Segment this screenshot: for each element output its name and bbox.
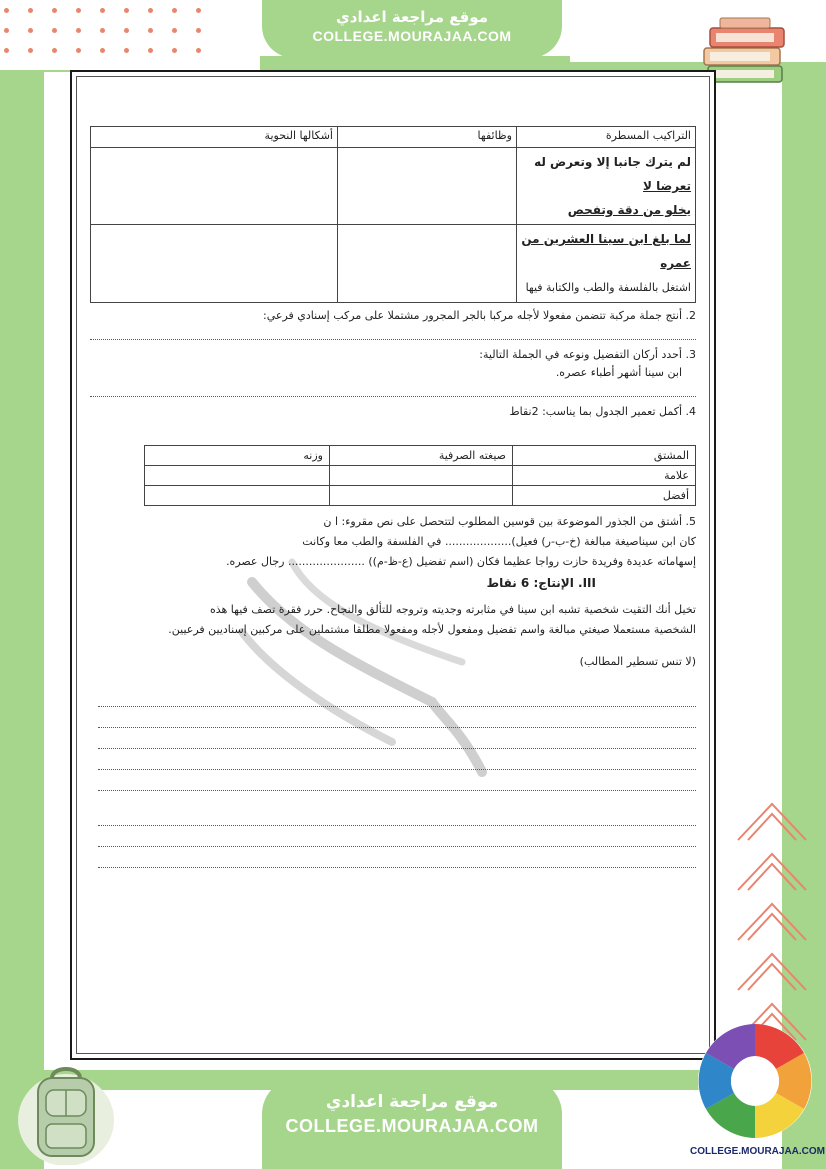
answer-line[interactable] — [98, 707, 696, 728]
answer-line[interactable] — [98, 686, 696, 707]
answer-line[interactable] — [98, 805, 696, 826]
table-row — [145, 486, 696, 506]
table-row — [145, 466, 696, 486]
table-cell: أفضل — [513, 486, 696, 506]
table-cell-empty[interactable] — [91, 148, 338, 225]
table-cell: علامة — [513, 466, 696, 486]
logo-site-url[interactable]: COLLEGE.MOURAJAA.COM — [690, 1146, 825, 1157]
section-3-title: III. الإنتاج: 6 نقاط — [486, 576, 596, 590]
table-header-row — [91, 127, 696, 148]
exam-document — [70, 70, 716, 1060]
structures-table — [90, 126, 696, 303]
table-header-cell: المشتق — [513, 446, 696, 466]
table-cell-structure — [517, 148, 696, 225]
table-header-cell: وزنه — [145, 446, 330, 466]
table-cell-structure — [517, 225, 696, 303]
answer-line[interactable] — [98, 847, 696, 868]
table-cell-empty[interactable] — [338, 148, 517, 225]
question-5-line: إسهاماته عديدة وفريدة حازت رواجا عظيما فكان (اسم تفضيل (ع-ظ-م)) ...................... رجال عصره. — [226, 555, 696, 568]
header-site-url[interactable]: COLLEGE.MOURAJAA.COM — [312, 28, 512, 44]
header-arabic-title: موقع مراجعة اعدادي — [336, 8, 488, 26]
question-4: 4. أكمل تعمير الجدول بما يناسب: 2نقاط — [509, 405, 696, 418]
table-cell-empty[interactable] — [330, 466, 513, 486]
question-5-line: كان ابن سيناصيغة مبالغة (خ-ب-ر) فعيل)................... في الفلسفة والطب معا وكانت — [302, 535, 696, 548]
table-cell-empty[interactable] — [330, 486, 513, 506]
answer-area — [90, 686, 696, 868]
answer-line[interactable] — [98, 728, 696, 749]
site-header-banner[interactable] — [262, 0, 562, 58]
question-3: 3. أحدد أركان التفضيل ونوعه في الجملة التالية: — [479, 348, 696, 361]
underlined-structure: تعرضا لا — [643, 179, 691, 193]
table-header-cell: وظائفها — [338, 127, 517, 148]
answer-line[interactable] — [98, 826, 696, 847]
answer-line[interactable] — [98, 770, 696, 791]
table-cell-empty[interactable] — [338, 225, 517, 303]
frame-left-border — [0, 0, 44, 1169]
document-content — [90, 126, 696, 868]
table-header-row — [145, 446, 696, 466]
footer-arabic-title: موقع مراجعة اعدادي — [325, 1092, 499, 1112]
decorative-dots — [0, 0, 220, 60]
answer-line[interactable] — [90, 327, 696, 340]
table-cell-empty[interactable] — [91, 225, 338, 303]
derivatives-table — [144, 445, 696, 506]
writing-task-line: تخيل أنك التقيت شخصية تشبه ابن سينا في مثابرته وجديته وتروجه للتألق والنجاح. حرر فقرة تصف فيها هذه — [209, 603, 696, 616]
question-2: 2. أنتج جملة مركبة تتضمن مفعولا لأجله مركبا بالجر المجرور مشتملا على مركب إسنادي فرعي: — [263, 309, 696, 322]
table-row — [91, 225, 696, 303]
table-cell-empty[interactable] — [145, 486, 330, 506]
school-backpack-icon — [16, 1060, 116, 1165]
chevron-up-icon — [732, 790, 812, 1050]
answer-line[interactable] — [90, 384, 696, 397]
table-header-cell: التراكيب المسطرة — [517, 127, 696, 148]
writing-task-reminder: (لا تنس تسطير المطالب) — [579, 655, 696, 668]
footer-site-url[interactable]: COLLEGE.MOURAJAA.COM — [285, 1116, 539, 1136]
site-logo-wheel-icon[interactable] — [696, 1022, 814, 1140]
writing-task-line: الشخصية مستعملا صيغتي مبالغة واسم تفضيل ومفعول لأجله ومفعولا مطلقا مشتملين على مركبين إسناديين فرعيين. — [168, 623, 696, 636]
question-3-sentence: ابن سينا أشهر أطباء عصره. — [555, 366, 682, 379]
site-footer-banner[interactable] — [262, 1078, 562, 1169]
structure-text: اشتغل بالفلسفة والطب والكتابة فيها — [525, 281, 691, 294]
underlined-structure: لما بلغ ابن سينا العشرين من عمره — [521, 232, 691, 270]
answer-line[interactable] — [98, 749, 696, 770]
table-row — [91, 148, 696, 225]
table-cell-empty[interactable] — [145, 466, 330, 486]
structure-text: لم يترك جانبا إلا وتعرض له — [534, 155, 691, 169]
table-header-cell: صيغته الصرفية — [330, 446, 513, 466]
table-header-cell: أشكالها النحوية — [91, 127, 338, 148]
underlined-structure: يخلو من دقة وتفحص — [567, 203, 691, 217]
question-5-line: 5. أشتق من الجذور الموضوعة بين قوسين المطلوب لتتحصل على نص مقروء: ا ن — [323, 515, 696, 528]
